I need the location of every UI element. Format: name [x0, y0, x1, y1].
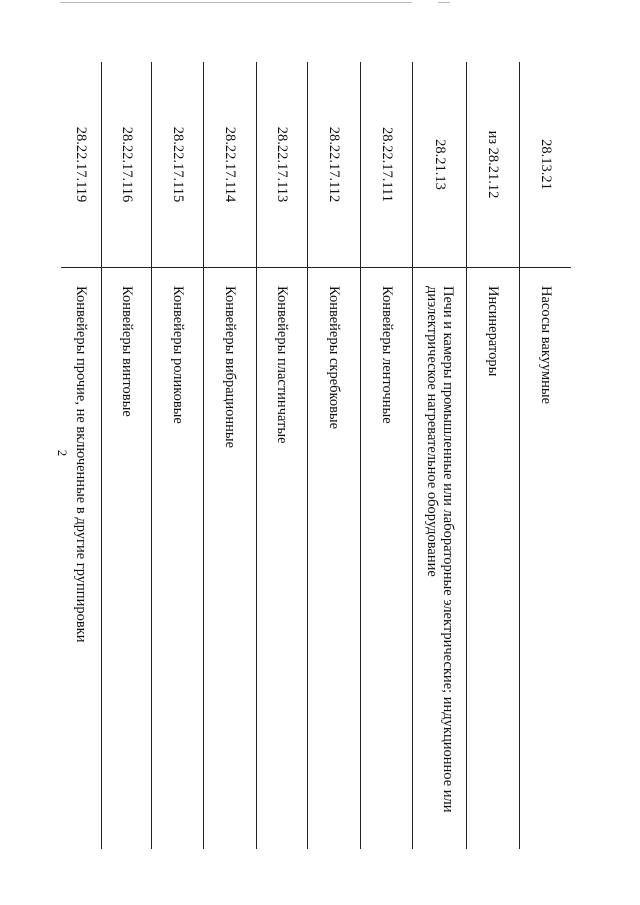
table-row [204, 62, 257, 849]
row-name: Конвейеры роликовые [152, 268, 204, 850]
row-name: Конвейеры винтовые [102, 268, 152, 850]
row-code: 28.22.17.113 [257, 62, 308, 268]
scan-edge-line [60, 2, 412, 3]
table-row [361, 62, 413, 849]
row-name: Инсинераторы [467, 268, 520, 850]
row-name: Конвейеры прочие, не включенные в другие группировки [61, 268, 102, 850]
row-name: Печи и камеры промышленные или лабораторные электрические; индукционное или диэлектрическое нагревательное оборудование [413, 268, 467, 850]
row-name: Конвейеры пластинчатые [257, 268, 308, 850]
table-row [520, 62, 571, 849]
row-code: 28.22.17.114 [204, 62, 257, 268]
row-code: 28.21.13 [413, 62, 467, 268]
rotated-table-container [61, 62, 571, 849]
table-row [413, 62, 467, 849]
table-row [152, 62, 204, 849]
row-code: 28.22.17.119 [61, 62, 102, 268]
table-row [467, 62, 520, 849]
row-code: 28.22.17.115 [152, 62, 204, 268]
row-name: Конвейеры вибрационные [204, 268, 257, 850]
scan-edge-mark [438, 2, 450, 3]
row-code: из 28.21.12 [467, 62, 520, 268]
row-name: Конвейеры скребковые [308, 268, 361, 850]
table-row [257, 62, 308, 849]
table-row [308, 62, 361, 849]
table-row [102, 62, 152, 849]
table-row [61, 62, 102, 849]
row-code: 28.13.21 [520, 62, 571, 268]
classification-table [61, 62, 571, 849]
row-code: 28.22.17.116 [102, 62, 152, 268]
row-code: 28.22.17.111 [361, 62, 413, 268]
row-name: Конвейеры ленточные [361, 268, 413, 850]
row-name: Насосы вакуумные [537, 286, 554, 405]
row-code: 28.22.17.112 [308, 62, 361, 268]
page-number: 2 [55, 449, 70, 457]
